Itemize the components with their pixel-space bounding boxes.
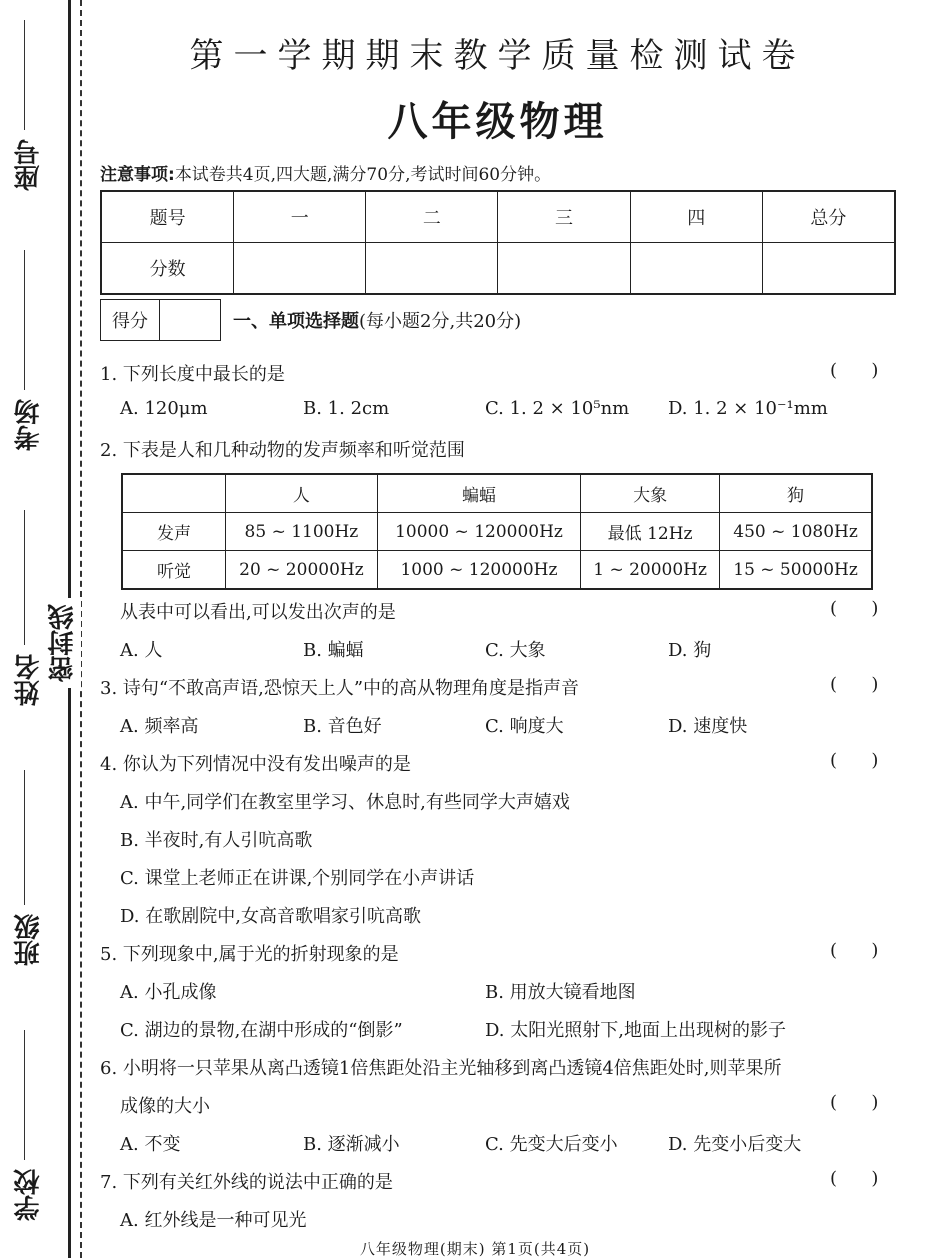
score-table-cell: 三 bbox=[498, 191, 630, 243]
question-2-stem: 2. 下表是人和几种动物的发声频率和听觉范围 bbox=[100, 440, 465, 461]
q4-option-d: D. 在歌剧院中,女高音歌唱家引吭高歌 bbox=[120, 906, 421, 927]
answer-paren[interactable]: ( ) bbox=[830, 598, 879, 619]
q6-option-b: B. 逐渐减小 bbox=[303, 1134, 400, 1155]
label-name: 姓名 bbox=[10, 650, 47, 710]
section-title bbox=[233, 307, 521, 333]
frequency-table bbox=[121, 473, 873, 590]
frequency-table-cell: 人 bbox=[226, 474, 378, 513]
answer-paren[interactable]: ( ) bbox=[830, 750, 879, 771]
frequency-table-cell: 20 ~ 20000Hz bbox=[226, 551, 378, 590]
q2-option-c: C. 大象 bbox=[485, 640, 546, 661]
section-score-label: 得分 bbox=[101, 300, 160, 340]
score-table bbox=[100, 190, 896, 295]
exam-room-field[interactable] bbox=[24, 250, 25, 390]
name-field[interactable] bbox=[24, 510, 25, 645]
q3-option-d: D. 速度快 bbox=[668, 716, 748, 737]
q5-option-d: D. 太阳光照射下,地面上出现树的影子 bbox=[485, 1020, 786, 1041]
seal-line-text: 密封线 bbox=[44, 598, 81, 688]
score-table-header-row bbox=[101, 191, 895, 243]
frequency-table-cell: 发声 bbox=[122, 513, 226, 551]
label-class: 班级 bbox=[10, 910, 47, 970]
answer-paren[interactable]: ( ) bbox=[830, 1092, 879, 1113]
q7-option-a: A. 红外线是一种可见光 bbox=[120, 1210, 307, 1231]
question-6-stem: 6. 小明将一只苹果从离凸透镜1倍焦距处沿主光轴移到离凸透镜4倍焦距处时,则苹果所 bbox=[100, 1058, 782, 1079]
score-entry-cell[interactable] bbox=[498, 243, 630, 295]
subject-title: 八年级物理 bbox=[387, 99, 608, 145]
score-entry-cell[interactable] bbox=[366, 243, 498, 295]
answer-paren[interactable]: ( ) bbox=[830, 674, 879, 695]
notice bbox=[100, 160, 551, 185]
section-title-note: (每小题2分,共20分) bbox=[359, 311, 522, 332]
frequency-table-cell: 大象 bbox=[581, 474, 720, 513]
label-school: 学校 bbox=[10, 1165, 47, 1225]
section-header bbox=[100, 300, 521, 340]
question-3-stem: 3. 诗句“不敢高声语,恐惊天上人”中的高从物理角度是指声音 bbox=[100, 678, 580, 699]
score-entry-cell[interactable] bbox=[630, 243, 762, 295]
frequency-table-cell: 10000 ~ 120000Hz bbox=[377, 513, 580, 551]
question-2-follow: 从表中可以看出,可以发出次声的是 bbox=[120, 602, 396, 623]
label-exam-room: 考场 bbox=[10, 395, 47, 455]
frequency-table-cell bbox=[122, 474, 226, 513]
score-table-cell: 分数 bbox=[101, 243, 234, 295]
seat-number-field[interactable] bbox=[24, 20, 25, 130]
score-table-cell: 总分 bbox=[762, 191, 895, 243]
q6-option-c: C. 先变大后变小 bbox=[485, 1134, 618, 1155]
notice-text: 本试卷共4页,四大题,满分70分,考试时间60分钟。 bbox=[174, 165, 552, 185]
school-field[interactable] bbox=[24, 1030, 25, 1160]
page-footer: 八年级物理(期末) 第1页(共4页) bbox=[359, 1240, 591, 1258]
class-field[interactable] bbox=[24, 770, 25, 905]
frequency-table-cell: 听觉 bbox=[122, 551, 226, 590]
q2-option-b: B. 蝙蝠 bbox=[303, 640, 364, 661]
q6-option-a: A. 不变 bbox=[120, 1134, 181, 1155]
notice-label: 注意事项: bbox=[100, 165, 175, 185]
score-table-cell: 二 bbox=[366, 191, 498, 243]
binding-margin bbox=[0, 0, 95, 1258]
q4-option-c: C. 课堂上老师正在讲课,个别同学在小声讲话 bbox=[120, 868, 475, 889]
q2-option-a: A. 人 bbox=[120, 640, 163, 661]
frequency-table-cell: 最低 12Hz bbox=[581, 513, 720, 551]
answer-paren[interactable]: ( ) bbox=[830, 1168, 879, 1189]
q1-option-a: A. 120μm bbox=[120, 398, 208, 419]
score-table-cell: 一 bbox=[234, 191, 366, 243]
section-score-entry[interactable] bbox=[160, 300, 220, 340]
q6-option-d: D. 先变小后变大 bbox=[668, 1134, 802, 1155]
q1-option-d: D. 1. 2 × 10⁻¹mm bbox=[668, 398, 828, 419]
frequency-table-row bbox=[122, 513, 872, 551]
question-4-stem: 4. 你认为下列情况中没有发出噪声的是 bbox=[100, 754, 411, 775]
frequency-table-header-row bbox=[122, 474, 872, 513]
q5-option-b: B. 用放大镜看地图 bbox=[485, 982, 636, 1003]
answer-paren[interactable]: ( ) bbox=[830, 360, 879, 381]
label-seat-number: 座号 bbox=[10, 135, 47, 195]
q4-option-a: A. 中午,同学们在教室里学习、休息时,有些同学大声嬉戏 bbox=[120, 792, 570, 813]
q2-option-d: D. 狗 bbox=[668, 640, 712, 661]
frequency-table-cell: 1 ~ 20000Hz bbox=[581, 551, 720, 590]
q5-option-a: A. 小孔成像 bbox=[120, 982, 217, 1003]
q1-option-b: B. 1. 2cm bbox=[303, 398, 390, 419]
q3-option-b: B. 音色好 bbox=[303, 716, 382, 737]
score-table-cell: 四 bbox=[630, 191, 762, 243]
frequency-table-row bbox=[122, 551, 872, 590]
score-entry-cell[interactable] bbox=[762, 243, 895, 295]
frequency-table-cell: 15 ~ 50000Hz bbox=[720, 551, 872, 590]
score-entry-cell[interactable] bbox=[234, 243, 366, 295]
section-score-box bbox=[100, 299, 221, 341]
frequency-table-cell: 狗 bbox=[720, 474, 872, 513]
score-table-cell: 题号 bbox=[101, 191, 234, 243]
q5-option-c: C. 湖边的景物,在湖中形成的“倒影” bbox=[120, 1020, 403, 1041]
q3-option-a: A. 频率高 bbox=[120, 716, 199, 737]
question-5-stem: 5. 下列现象中,属于光的折射现象的是 bbox=[100, 944, 399, 965]
score-table-score-row bbox=[101, 243, 895, 295]
question-6-stem-cont: 成像的大小 bbox=[120, 1096, 210, 1117]
section-title-main: 一、单项选择题 bbox=[233, 311, 359, 332]
exam-title: 第一学期期末教学质量检测试卷 bbox=[189, 36, 806, 76]
q1-option-c: C. 1. 2 × 10⁵nm bbox=[485, 398, 630, 419]
answer-paren[interactable]: ( ) bbox=[830, 940, 879, 961]
question-1-stem: 1. 下列长度中最长的是 bbox=[100, 364, 285, 385]
frequency-table-cell: 1000 ~ 120000Hz bbox=[377, 551, 580, 590]
frequency-table-cell: 450 ~ 1080Hz bbox=[720, 513, 872, 551]
frequency-table-cell: 蝙蝠 bbox=[377, 474, 580, 513]
q4-option-b: B. 半夜时,有人引吭高歌 bbox=[120, 830, 313, 851]
q3-option-c: C. 响度大 bbox=[485, 716, 564, 737]
frequency-table-cell: 85 ~ 1100Hz bbox=[226, 513, 378, 551]
question-7-stem: 7. 下列有关红外线的说法中正确的是 bbox=[100, 1172, 393, 1193]
